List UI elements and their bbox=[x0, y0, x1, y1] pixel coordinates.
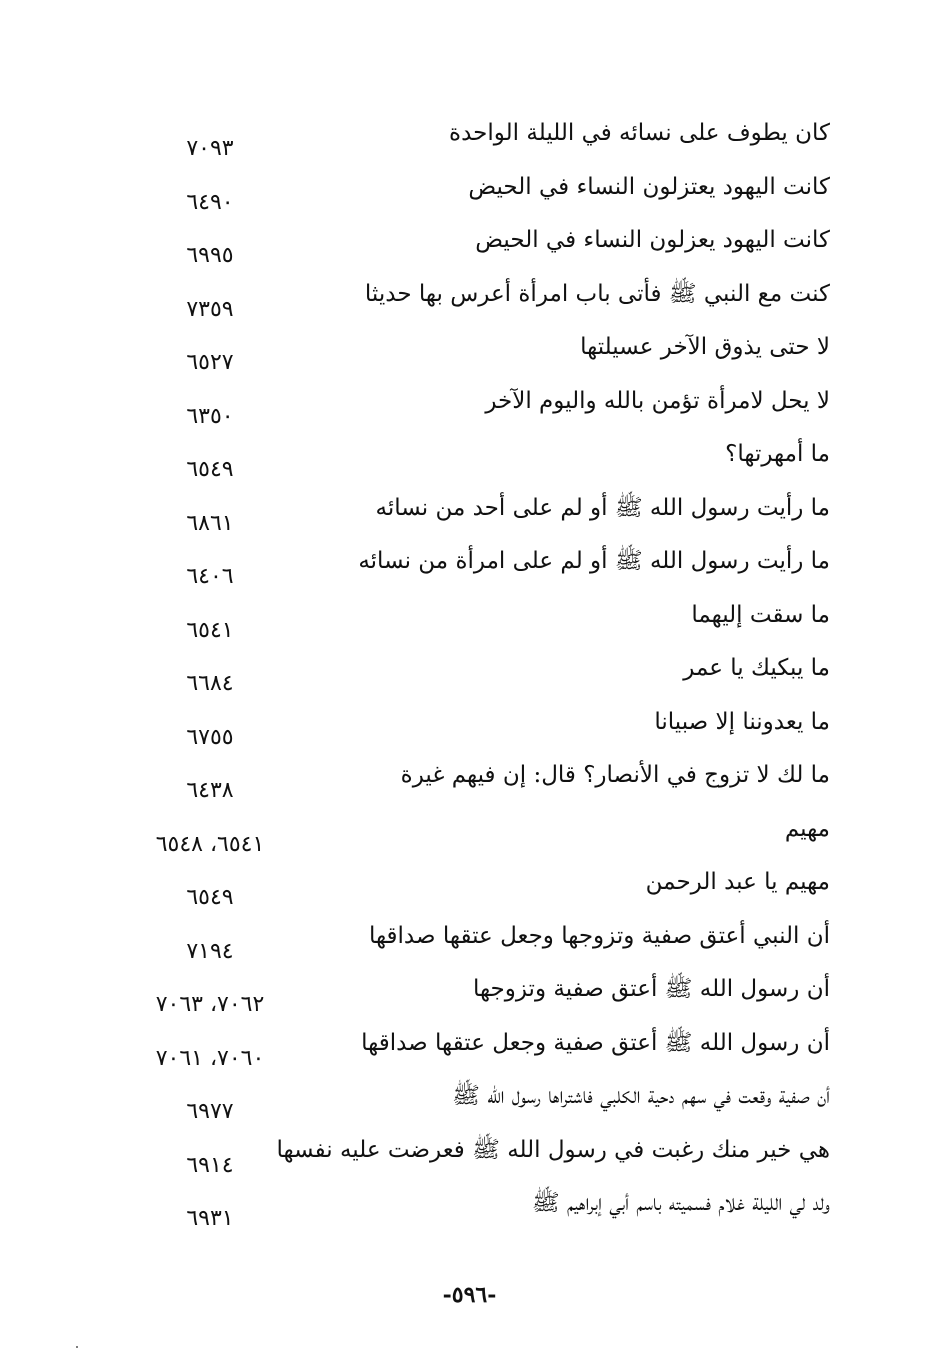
entry-reference-number: ٦٤٣٨ bbox=[186, 778, 234, 803]
entry-reference-number: ٦٥٤٩ bbox=[186, 885, 234, 910]
entry-text: كان يطوف على نسائه في الليلة الواحدة bbox=[449, 120, 830, 146]
index-entry bbox=[120, 1182, 840, 1236]
entry-text: أن صفية وقعت في سهم دحية الكلبي فاشتراها رسول الله ﷺ bbox=[452, 1083, 830, 1109]
hadith-index-list bbox=[120, 112, 840, 1236]
index-entry bbox=[120, 1075, 840, 1129]
entry-text: كانت اليهود يعزلون النساء في الحيض bbox=[475, 227, 830, 253]
entry-text: ما يعدوننا إلا صبيانا bbox=[654, 708, 830, 735]
entry-reference-number: ٦٣٥٠ bbox=[186, 403, 234, 429]
entry-text: مهيم يا عبد الرحمن bbox=[645, 869, 830, 895]
entry-text: ما رأيت رسول الله ﷺ أو لم على أحد من نسائه bbox=[375, 494, 830, 521]
entry-text: كنت مع النبي ﷺ فأتى باب امرأة أعرس بها حديثا bbox=[364, 280, 830, 307]
index-entry bbox=[120, 433, 840, 487]
entry-reference-number: ٧٠٦٢، ٧٠٦٣ bbox=[155, 992, 265, 1017]
index-entry bbox=[120, 219, 840, 273]
entry-reference-number: ٦٥٤١، ٦٥٤٨ bbox=[155, 831, 265, 857]
page-number: -٥٩٦- bbox=[442, 1282, 497, 1308]
entry-text: أن رسول الله ﷺ أعتق صفية وتزوجها bbox=[472, 976, 830, 1002]
entry-text: كانت اليهود يعتزلون النساء في الحيض bbox=[468, 173, 830, 200]
index-entry bbox=[120, 380, 840, 434]
entry-reference-number: ٦٩٣١ bbox=[186, 1206, 234, 1231]
index-entry bbox=[120, 915, 840, 969]
entry-text: مهيم bbox=[784, 815, 830, 842]
entry-text: أن رسول الله ﷺ أعتق صفية وجعل عتقها صداقها bbox=[361, 1029, 830, 1056]
entry-text: ما سقت إليهما bbox=[691, 601, 830, 628]
index-entry bbox=[120, 968, 840, 1022]
entry-reference-number: ٦٥٢٧ bbox=[186, 350, 234, 375]
index-entry bbox=[120, 487, 840, 541]
entry-reference-number: ٦٩٩٥ bbox=[186, 243, 234, 268]
index-entry bbox=[120, 647, 840, 701]
entry-reference-number: ٦٤٠٦ bbox=[186, 564, 234, 589]
entry-text: ما رأيت رسول الله ﷺ أو لم على امرأة من نسائه bbox=[358, 548, 830, 574]
entry-reference-number: ٦٥٤٩ bbox=[186, 457, 234, 482]
entry-text: ولد لي الليلة غلام فسميته باسم أبي إبراهيم ﷺ bbox=[531, 1190, 830, 1216]
entry-reference-number: ٦٩٧٧ bbox=[186, 1099, 234, 1124]
entry-reference-number: ٦٧٥٥ bbox=[186, 724, 234, 750]
index-entry bbox=[120, 754, 840, 808]
index-entry bbox=[120, 861, 840, 915]
index-entry bbox=[120, 1022, 840, 1076]
index-entry bbox=[120, 701, 840, 755]
index-entry bbox=[120, 540, 840, 594]
index-entry bbox=[120, 1129, 840, 1183]
entry-reference-number: ٦٥٤١ bbox=[186, 617, 234, 643]
entry-text: هي خير منك رغبت في رسول الله ﷺ فعرضت عليه نفسها bbox=[276, 1136, 830, 1163]
entry-reference-number: ٧١٩٤ bbox=[186, 938, 234, 964]
entry-text: لا حتى يذوق الآخر عسيلتها bbox=[580, 334, 830, 360]
scan-speck bbox=[76, 1346, 78, 1348]
entry-reference-number: ٧٠٩٣ bbox=[186, 136, 234, 161]
entry-reference-number: ٧٣٥٩ bbox=[186, 296, 234, 322]
index-entry bbox=[120, 273, 840, 327]
entry-reference-number: ٦٩١٤ bbox=[186, 1152, 234, 1178]
entry-reference-number: ٦٨٦١ bbox=[186, 510, 234, 536]
index-entry bbox=[120, 808, 840, 862]
entry-text: ما لك لا تزوج في الأنصار؟ قال: إن فيهم غيرة bbox=[400, 762, 830, 788]
entry-text: ما يبكيك يا عمر bbox=[683, 655, 830, 681]
entry-text: لا يحل لامرأة تؤمن بالله واليوم الآخر bbox=[485, 387, 830, 414]
entry-reference-number: ٦٤٩٠ bbox=[186, 189, 234, 215]
index-entry bbox=[120, 326, 840, 380]
index-entry bbox=[120, 166, 840, 220]
index-entry bbox=[120, 594, 840, 648]
entry-text: ما أمهرتها؟ bbox=[725, 441, 830, 467]
entry-reference-number: ٧٠٦٠، ٧٠٦١ bbox=[155, 1045, 265, 1071]
index-entry bbox=[120, 112, 840, 166]
entry-reference-number: ٦٦٨٤ bbox=[186, 671, 234, 696]
entry-text: أن النبي أعتق صفية وتزوجها وجعل عتقها صداقها bbox=[368, 922, 830, 949]
